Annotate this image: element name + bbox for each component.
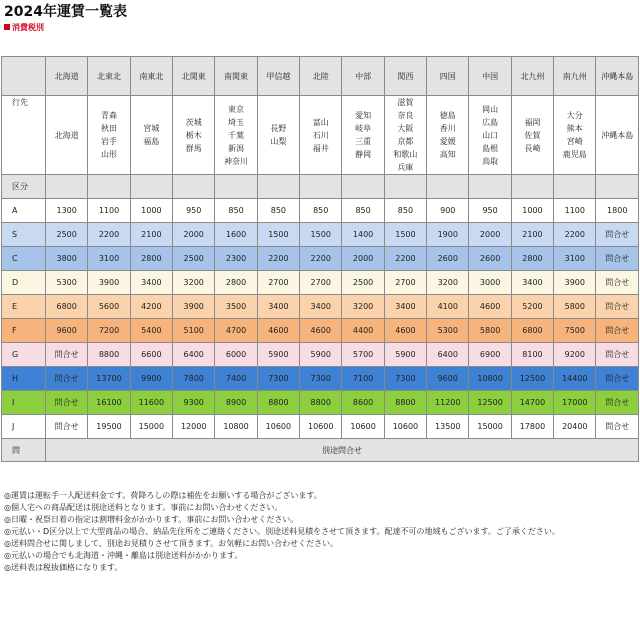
- rate-cell: 3500: [215, 295, 257, 319]
- header-corner: [2, 57, 46, 96]
- rate-row: [2, 343, 639, 367]
- destination-cell: [88, 96, 130, 175]
- rate-cell: 8900: [215, 391, 257, 415]
- rate-cell: 7300: [384, 367, 426, 391]
- rate-cell: 6900: [469, 343, 511, 367]
- rate-cell: 1800: [596, 199, 639, 223]
- rate-cell: 7100: [342, 367, 384, 391]
- rate-cell: 6400: [427, 343, 469, 367]
- rate-cell: 3400: [300, 295, 342, 319]
- rate-cell: 10600: [257, 415, 299, 439]
- rate-cell: 9600: [427, 367, 469, 391]
- rate-cell: 11600: [130, 391, 172, 415]
- rate-row: [2, 247, 639, 271]
- destination-cell: [173, 96, 215, 175]
- region-header: 北陸: [300, 57, 342, 96]
- rate-cell: 2800: [511, 247, 553, 271]
- prefecture-name: 東京: [228, 104, 245, 114]
- rate-cell: 900: [427, 199, 469, 223]
- rate-class-label: J: [2, 415, 46, 439]
- rate-cell: 問合せ: [596, 271, 639, 295]
- rate-cell: 3400: [257, 295, 299, 319]
- region-header: 北海道: [46, 57, 88, 96]
- rate-cell: 3400: [511, 271, 553, 295]
- region-header: 北東北: [88, 57, 130, 96]
- rate-cell: 7300: [300, 367, 342, 391]
- prefecture-name: 神奈川: [224, 156, 249, 166]
- rate-cell: 5900: [257, 343, 299, 367]
- rate-row: [2, 415, 639, 439]
- prefecture-name: 高知: [439, 150, 456, 159]
- prefecture-name: 福岡: [524, 117, 541, 127]
- notes: [4, 490, 638, 574]
- rate-cell: 問合せ: [46, 367, 88, 391]
- rate-cell: 9300: [173, 391, 215, 415]
- rate-cell: 5800: [469, 319, 511, 343]
- rate-cell: 3800: [46, 247, 88, 271]
- rate-cell: 6000: [215, 343, 257, 367]
- rate-row: [2, 391, 639, 415]
- kubun-blank: [300, 175, 342, 199]
- rate-cell: 3400: [384, 295, 426, 319]
- rate-cell: 2200: [257, 247, 299, 271]
- region-header: 南東北: [130, 57, 172, 96]
- destination-cell: [511, 96, 553, 175]
- rate-cell: 10800: [215, 415, 257, 439]
- prefecture-name: 京都: [397, 137, 414, 146]
- prefecture-name: 佐賀: [524, 130, 541, 140]
- rate-class-label: C: [2, 247, 46, 271]
- kubun-blank: [511, 175, 553, 199]
- kubun-blank: [596, 175, 639, 199]
- rate-cell: 5600: [88, 295, 130, 319]
- prefecture-name: 和歌山: [393, 150, 418, 159]
- rate-cell: 4600: [469, 295, 511, 319]
- rate-cell: 850: [342, 199, 384, 223]
- rate-cell: 7200: [88, 319, 130, 343]
- prefecture-name: 滋賀: [397, 98, 414, 107]
- note-line: ◎日曜・祝祭日着の指定は割増料金がかかります。事前にお問い合わせください。: [4, 515, 299, 524]
- region-header: 中部: [342, 57, 384, 96]
- kubun-blank: [173, 175, 215, 199]
- rate-cell: 16100: [88, 391, 130, 415]
- rate-cell: 8800: [384, 391, 426, 415]
- prefecture-name: 北海道: [54, 130, 79, 140]
- prefecture-name: 鹿児島: [562, 150, 587, 159]
- destination-cell: [554, 96, 596, 175]
- destination-cell: [46, 96, 88, 175]
- prefecture-name: 香川: [439, 124, 456, 133]
- rate-cell: 12500: [469, 391, 511, 415]
- rate-cell: 1900: [427, 223, 469, 247]
- prefecture-name: 新潟: [228, 143, 245, 153]
- prefecture-name: 山口: [482, 130, 499, 140]
- rate-cell: 15000: [130, 415, 172, 439]
- rate-cell: 14400: [554, 367, 596, 391]
- rate-cell: 5900: [384, 343, 426, 367]
- prefecture-name: 秋田: [101, 124, 118, 133]
- rate-cell: 1100: [88, 199, 130, 223]
- prefecture-name: 奈良: [397, 111, 414, 120]
- region-header: 北九州: [511, 57, 553, 96]
- rate-row: [2, 271, 639, 295]
- destination-cell: [342, 96, 384, 175]
- note-line: ◎元払い・D区分以上で大型商品の場合、納品先住所をご連絡ください。別途送料見積をさせて頂きます。配達不可の地域もございます。ご了承ください。: [4, 527, 560, 536]
- rate-cell: 12500: [511, 367, 553, 391]
- prefecture-name: 福井: [312, 143, 329, 153]
- rate-cell: 2500: [46, 223, 88, 247]
- prefecture-name: 青森: [101, 111, 118, 120]
- rate-cell: 問合せ: [46, 343, 88, 367]
- rate-cell: 8600: [342, 391, 384, 415]
- rate-cell: 1500: [300, 223, 342, 247]
- rate-cell: 9900: [130, 367, 172, 391]
- rate-cell: 3900: [88, 271, 130, 295]
- destination-cell: [596, 96, 639, 175]
- rate-cell: 4100: [427, 295, 469, 319]
- rate-cell: 950: [173, 199, 215, 223]
- rate-cell: 2700: [300, 271, 342, 295]
- rate-cell: 2800: [215, 271, 257, 295]
- destination-cell: [300, 96, 342, 175]
- prefecture-name: 岡山: [482, 104, 499, 114]
- rate-cell: 5900: [300, 343, 342, 367]
- rate-cell: 2800: [130, 247, 172, 271]
- rate-cell: 2600: [427, 247, 469, 271]
- rate-cell: 17800: [511, 415, 553, 439]
- rate-cell: 2100: [511, 223, 553, 247]
- rate-cell: 850: [300, 199, 342, 223]
- prefecture-name: 富山: [312, 117, 329, 127]
- rate-cell: 2000: [173, 223, 215, 247]
- tax-note: [4, 22, 44, 33]
- rate-cell: 1500: [257, 223, 299, 247]
- rate-cell: 問合せ: [596, 415, 639, 439]
- rate-cell: 4200: [130, 295, 172, 319]
- rate-class-label: D: [2, 271, 46, 295]
- region-header: 沖縄本島: [596, 57, 639, 96]
- rate-cell: 問合せ: [596, 223, 639, 247]
- rate-cell: 9200: [554, 343, 596, 367]
- rate-class-label: I: [2, 391, 46, 415]
- destination-cell: [215, 96, 257, 175]
- prefecture-name: 埼玉: [228, 117, 245, 127]
- note-line: ◎元払いの場合でも北海道・沖縄・離島は別途送料がかかります。: [4, 551, 243, 560]
- prefecture-name: 広島: [482, 117, 499, 127]
- destination-row: [2, 96, 639, 175]
- rate-cell: 2700: [384, 271, 426, 295]
- rate-cell: 3200: [173, 271, 215, 295]
- rate-cell: 3200: [342, 295, 384, 319]
- prefecture-name: 群馬: [185, 143, 202, 153]
- rate-cell: 2500: [342, 271, 384, 295]
- region-header: 南関東: [215, 57, 257, 96]
- tax-note-label: 消費税別: [12, 23, 44, 32]
- rate-cell: 7500: [554, 319, 596, 343]
- rate-cell: 10600: [384, 415, 426, 439]
- prefecture-name: 愛媛: [439, 137, 456, 146]
- kubun-blank: [427, 175, 469, 199]
- rate-cell: 2000: [469, 223, 511, 247]
- rate-cell: 8800: [300, 391, 342, 415]
- kubun-blank: [130, 175, 172, 199]
- prefecture-name: 愛知: [355, 111, 372, 120]
- rate-cell: 1000: [511, 199, 553, 223]
- rate-cell: 4400: [342, 319, 384, 343]
- destination-cell: [469, 96, 511, 175]
- rate-cell: 850: [384, 199, 426, 223]
- rate-row: [2, 199, 639, 223]
- prefecture-name: 長野: [270, 124, 287, 133]
- rate-cell: 2300: [215, 247, 257, 271]
- rate-cell: 5400: [130, 319, 172, 343]
- kubun-blank: [88, 175, 130, 199]
- rate-cell: 10600: [300, 415, 342, 439]
- destination-cell: [384, 96, 426, 175]
- kubun-row: [2, 175, 639, 199]
- rate-cell: 7300: [257, 367, 299, 391]
- prefecture-name: 大阪: [397, 124, 414, 133]
- rate-row: [2, 223, 639, 247]
- rate-cell: 6800: [511, 319, 553, 343]
- prefecture-name: 福島: [143, 137, 160, 146]
- rate-class-label: A: [2, 199, 46, 223]
- prefecture-name: 三重: [355, 137, 372, 146]
- note-line: ◎送料表は税抜価格になります。: [4, 563, 123, 572]
- note-line: ◎運賃は運転手一人配送料金です。荷降ろしの際は補佐をお願いする場合がございます。: [4, 491, 322, 500]
- rate-cell: 1500: [384, 223, 426, 247]
- rate-cell: 5700: [342, 343, 384, 367]
- inquiry-label: 問: [2, 439, 46, 462]
- rate-cell: 5100: [173, 319, 215, 343]
- region-header: 北関東: [173, 57, 215, 96]
- prefecture-name: 山形: [101, 150, 118, 159]
- rate-class-label: G: [2, 343, 46, 367]
- rate-cell: 3400: [130, 271, 172, 295]
- rate-row: [2, 295, 639, 319]
- rate-cell: 14700: [511, 391, 553, 415]
- rate-cell: 4600: [300, 319, 342, 343]
- rate-cell: 2700: [257, 271, 299, 295]
- prefecture-name: 静岡: [355, 150, 372, 159]
- destination-cell: [427, 96, 469, 175]
- prefecture-name: 沖縄本島: [601, 130, 634, 140]
- rate-cell: 12000: [173, 415, 215, 439]
- rate-cell: 2100: [130, 223, 172, 247]
- kubun-blank: [469, 175, 511, 199]
- rate-cell: 5300: [427, 319, 469, 343]
- rate-cell: 7400: [215, 367, 257, 391]
- rate-cell: 5200: [511, 295, 553, 319]
- prefecture-name: 鳥取: [482, 156, 499, 166]
- rate-cell: 2200: [88, 223, 130, 247]
- region-header: 中国: [469, 57, 511, 96]
- rate-cell: 6600: [130, 343, 172, 367]
- rate-cell: 850: [215, 199, 257, 223]
- region-header-row: [2, 57, 639, 96]
- rate-cell: 13500: [427, 415, 469, 439]
- note-line: ◎個人宅への商品配送は別途送料となります。事前にお問い合わせください。: [4, 503, 283, 512]
- page-title: 2024年運賃一覧表: [4, 4, 127, 20]
- rate-cell: 1400: [342, 223, 384, 247]
- prefecture-name: 宮崎: [566, 137, 583, 146]
- rate-cell: 13700: [88, 367, 130, 391]
- rate-table: [1, 56, 639, 462]
- rate-cell: 6400: [173, 343, 215, 367]
- prefecture-name: 石川: [312, 130, 329, 140]
- region-header: 甲信越: [257, 57, 299, 96]
- rate-cell: 8100: [511, 343, 553, 367]
- rate-cell: 問合せ: [596, 247, 639, 271]
- rate-class-label: H: [2, 367, 46, 391]
- kubun-blank: [257, 175, 299, 199]
- rate-row: [2, 367, 639, 391]
- prefecture-name: 茨城: [185, 117, 202, 127]
- rate-cell: 2500: [173, 247, 215, 271]
- rate-cell: 2200: [384, 247, 426, 271]
- destination-cell: [130, 96, 172, 175]
- destination-label: 行先: [2, 96, 46, 175]
- region-header: 南九州: [554, 57, 596, 96]
- prefecture-name: 熊本: [566, 124, 583, 133]
- rate-cell: 850: [257, 199, 299, 223]
- rate-cell: 7800: [173, 367, 215, 391]
- prefecture-name: 徳島: [439, 111, 456, 120]
- rate-cell: 問合せ: [596, 319, 639, 343]
- region-header: 関西: [384, 57, 426, 96]
- rate-cell: 8800: [257, 391, 299, 415]
- kubun-blank: [215, 175, 257, 199]
- rate-cell: 3900: [554, 271, 596, 295]
- rate-cell: 1600: [215, 223, 257, 247]
- rate-cell: 3100: [88, 247, 130, 271]
- prefecture-name: 岩手: [101, 137, 118, 146]
- rate-cell: 950: [469, 199, 511, 223]
- rate-cell: 10800: [469, 367, 511, 391]
- rate-cell: 問合せ: [596, 367, 639, 391]
- rate-cell: 問合せ: [596, 295, 639, 319]
- region-header: 四国: [427, 57, 469, 96]
- rate-cell: 9600: [46, 319, 88, 343]
- rate-cell: 5300: [46, 271, 88, 295]
- prefecture-name: 岐阜: [355, 124, 372, 133]
- kubun-blank: [46, 175, 88, 199]
- rate-cell: 10600: [342, 415, 384, 439]
- prefecture-name: 兵庫: [397, 163, 414, 172]
- rate-cell: 15000: [469, 415, 511, 439]
- rate-cell: 3000: [469, 271, 511, 295]
- rate-cell: 1300: [46, 199, 88, 223]
- note-line: ◎送料問合せに関しまして、別途お見積りさせて頂きます。お気軽にお問い合わせください。: [4, 539, 339, 548]
- rate-cell: 8800: [88, 343, 130, 367]
- rate-cell: 17000: [554, 391, 596, 415]
- rate-cell: 3100: [554, 247, 596, 271]
- rate-cell: 20400: [554, 415, 596, 439]
- rate-cell: 4700: [215, 319, 257, 343]
- rate-class-label: E: [2, 295, 46, 319]
- rate-cell: 問合せ: [46, 391, 88, 415]
- rate-cell: 2000: [342, 247, 384, 271]
- rate-row: [2, 319, 639, 343]
- rate-cell: 6800: [46, 295, 88, 319]
- rate-cell: 2600: [469, 247, 511, 271]
- prefecture-name: 島根: [482, 143, 499, 153]
- kubun-blank: [342, 175, 384, 199]
- rate-cell: 3900: [173, 295, 215, 319]
- inquiry-row: [2, 439, 639, 462]
- rate-cell: 1000: [130, 199, 172, 223]
- rate-class-label: S: [2, 223, 46, 247]
- rate-cell: 問合せ: [46, 415, 88, 439]
- destination-cell: [257, 96, 299, 175]
- rate-cell: 2200: [300, 247, 342, 271]
- rate-cell: 4600: [384, 319, 426, 343]
- rate-cell: 問合せ: [596, 391, 639, 415]
- rate-cell: 1100: [554, 199, 596, 223]
- rate-cell: 4600: [257, 319, 299, 343]
- kubun-label: 区分: [2, 175, 46, 199]
- kubun-blank: [384, 175, 426, 199]
- rate-cell: 2200: [554, 223, 596, 247]
- kubun-blank: [554, 175, 596, 199]
- prefecture-name: 宮城: [143, 124, 160, 133]
- red-square-icon: [4, 24, 10, 30]
- inquiry-value: 別途問合せ: [46, 439, 639, 462]
- rate-cell: 11200: [427, 391, 469, 415]
- prefecture-name: 栃木: [185, 130, 202, 140]
- rate-cell: 問合せ: [596, 343, 639, 367]
- rate-cell: 19500: [88, 415, 130, 439]
- prefecture-name: 大分: [566, 111, 583, 120]
- rate-cell: 5800: [554, 295, 596, 319]
- rate-cell: 3200: [427, 271, 469, 295]
- rate-class-label: F: [2, 319, 46, 343]
- prefecture-name: 山梨: [270, 137, 287, 146]
- prefecture-name: 長崎: [524, 143, 541, 153]
- prefecture-name: 千葉: [228, 130, 245, 140]
